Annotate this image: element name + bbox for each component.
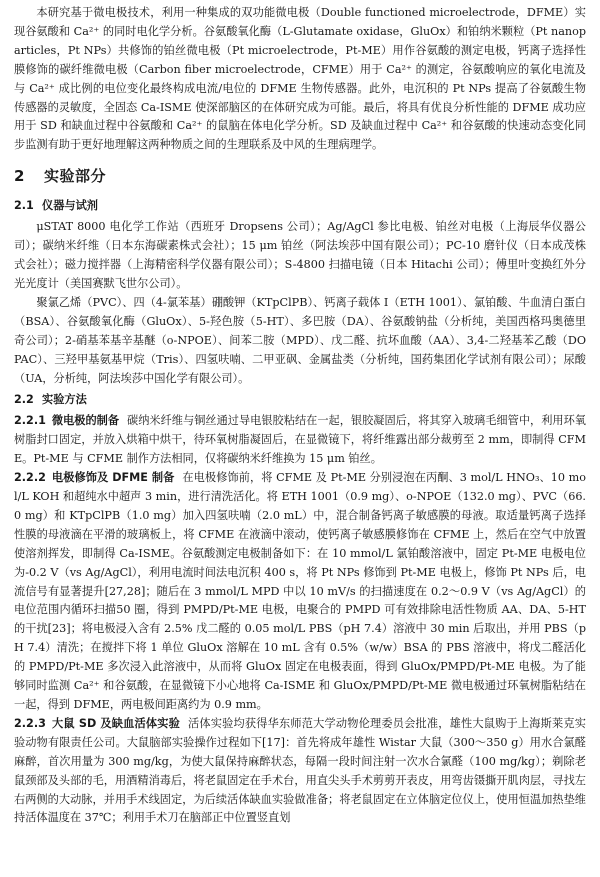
subsection-heading-instruments (14, 197, 586, 215)
subsubsection-title: 大鼠 SD 及缺血活体实验 (51, 716, 180, 730)
subsubsection-number: 2.2.1 (14, 414, 46, 428)
intro-paragraph: 本研究基于微电极技术，利用一种集成的双功能微电极（Double functioned microelectrode，DFME）实现谷氨酸和 Ca²⁺ 的同时电化学分析。谷氨酸氧化酶（L-Glutamate oxidase，GluOx）和铂纳米颗粒（Pt nanoparticles，Pt NPs）共修饰的铂丝微电极（Pt microelectrode，Pt-ME）用作谷氨酸的测定电极，钙离子选择性膜修饰的碳纤维微电极（Carbon fiber microelectrode，CFME）用于 Ca²⁺ 的测定，谷氨酸响应的氧化电流及与 Ca²⁺ 成比例的电位变化最终构成电流/电位的 DFME 生物传感器。此外，电沉积的 Pt NPs 提高了谷氨酸生物传感器的灵敏度，全固态 Ca-ISME 使深部脑区的在体研究成为可能。最后，将具有优良分析性能的 DFME 成功应用于 SD 和缺血过程中谷氨酸和 Ca²⁺ 的鼠脑在体电化学分析。SD 及缺血过程中 Ca²⁺ 和谷氨酸的快速动态变化同步监测有助于更好地理解这两种物质之间的生理联系及中风的生理病理学。 (14, 6, 586, 152)
method-text: 碳纳米纤维与铜丝通过导电银胶粘结在一起，银胶凝固后，将其穿入玻璃毛细管中，利用环氧树脂封口固定，并放入烘箱中烘干，待环氧树脂凝固后，在显微镜下，将纤维露出部分裁剪至 2 mm，即制得 CFME。Pt-ME 与 CFME 制作方法相同，仅将碳纳米纤维换为 15 μm 铂丝。 (14, 414, 586, 466)
subsubsection-title: 微电极的制备 (51, 414, 120, 428)
subsection-heading-methods (14, 391, 586, 409)
method-paragraph-dfme-prep (14, 469, 586, 715)
subsection-title: 仪器与试剂 (42, 199, 98, 213)
method-text: 活体实验均获得华东师范大学动物伦理委员会批准，雄性大鼠购于上海斯莱克实验动物有限责任公司。大鼠脑部实验操作过程如下[17]：首先将成年雄性 Wistar 大鼠（300～350 g）用水合氯醛麻醉，首次用量为 300 mg/kg，为使大鼠保持麻醉状态，每隔一段时间注射一次水合氯醛（100 mg/kg）；剃除老鼠颈部及头部的毛，用酒精消毒后，将老鼠固定在手术台，用直尖头手术剪剪开表皮，用弯齿镊撕开肌肉层，寻找左右两侧的大动脉，并用手术线固定，为后续活体缺血实验做准备；将老鼠固定在立体脑定位仪上，使用恒温加热垫维持活体温度在 37℃；利用手术刀在脑部正中位置竖直划 (14, 716, 586, 825)
subsection-number: 2.1 (14, 199, 34, 213)
section-title: 实验部分 (44, 167, 107, 186)
reagents-paragraph: 聚氯乙烯（PVC）、四（4-氯苯基）硼酸钾（KTpClPB）、钙离子载体 I（ETH 1001）、氯铂酸、牛血清白蛋白（BSA）、谷氨酸氧化酶（GluOx）、5-羟色胺（5-HT）、多巴胺（DA）、谷氨酸钠盐（分析纯，美国西格玛奥德里奇公司）；2-硝基苯基辛基醚（o-NPOE）、间苯二胺（MPD）、戊二醛、抗坏血酸（AA）、3,4-二羟基苯乙酸（DOPAC）、三羟甲基氨基甲烷（Tris）、四氢呋喃、二甲亚砜、金属盐类（分析纯，国药集团化学试剂有限公司）；尿酸（UA，分析纯，阿法埃莎中国化学有限公司）。 (14, 295, 586, 385)
method-paragraph-in-vivo (14, 715, 586, 828)
subsubsection-number: 2.2.2 (14, 471, 46, 485)
subsection-title: 实验方法 (42, 393, 87, 407)
section-number: 2 (14, 167, 25, 186)
subsection-number: 2.2 (14, 393, 34, 407)
section-heading-experimental (14, 165, 586, 187)
subsubsection-number: 2.2.3 (14, 716, 46, 730)
instruments-paragraph: μSTAT 8000 电化学工作站（西班牙 Dropsens 公司）；Ag/AgCl 参比电极、铂丝对电极（上海辰华仪器公司）；碳纳米纤维（日本东海碳素株式会社）；15 μm 铂丝（阿法埃莎中国有限公司）；PC-10 磨针仪（日本成茂株式会社）；磁力搅拌器（上海精密科学仪器有限公司）；S-4800 扫描电镜（日本 Hitachi 公司）；傅里叶变换红外分光光度计（美国赛默飞世尔公司）。 (14, 220, 586, 290)
method-text: 在电极修饰前，将 CFME 及 Pt-ME 分别浸泡在丙酮、3 mol/L HNO₃、10 mol/L KOH 和超纯水中超声 3 min，进行清洗活化。将 ETH 1001（0.9 mg）、o-NPOE（132.0 mg）、PVC（66.0 mg）和 KTpClPB（1.0 mg）加入四氢呋喃（2.0 mL）中，混合制备钙离子敏感膜的母液。取适量钙离子选择性膜的母液滴在平滑的玻璃板上，将 CFME 在液滴中滚动，使钙离子敏感膜修饰在 CFME 上，然后在空气中放置使溶剂挥发，即制得 Ca-ISME。谷氨酸测定电极制备如下：在 10 mmol/L 氯铂酸溶液中，固定 Pt-ME 电极电位为-0.2 V（vs Ag/AgCl），利用电流时间法电沉积 400 s，将 Pt NPs 修饰到 Pt-ME 电极上，修饰 Pt NPs 后，电流信号有显著提升[27,28]；随后在 3 mmol/L MPD 中以 10 mV/s 的扫描速度在 0.2～0.9 V（vs Ag/AgCl）的电位范围内循环扫描50 圈，得到 PMPD/Pt-ME 电极，电聚合的 PMPD 可有效排除电活性物质 AA、DA、5-HT 的干扰[23]；将电极浸入含有 2.5% 戊二醛的 0.05 mol/L PBS（pH 7.4）溶液中 30 min 后取出，并用 PBS（pH 7.4）清洗；在搅拌下将 1 单位 GluOx 溶解在 10 mL 含有 0.5%（w/w）BSA 的 PBS 溶液中，将戊二醛活化的 PMPD/Pt-ME 多次浸入此溶液中，从而将 GluOx 固定在电极表面，得到 GluOx/PMPD/Pt-ME 电极。为了能够同时监测 Ca²⁺ 和谷氨酸，在显微镜下小心地将 Ca-ISME 和 GluOx/PMPD/Pt-ME 微电极通过环氧树脂粘结在一起，得到 DFME，两电极间距离约为 0.9 mm。 (14, 471, 586, 711)
subsubsection-title: 电极修饰及 DFME 制备 (51, 471, 175, 485)
method-paragraph-electrode-prep (14, 412, 586, 469)
